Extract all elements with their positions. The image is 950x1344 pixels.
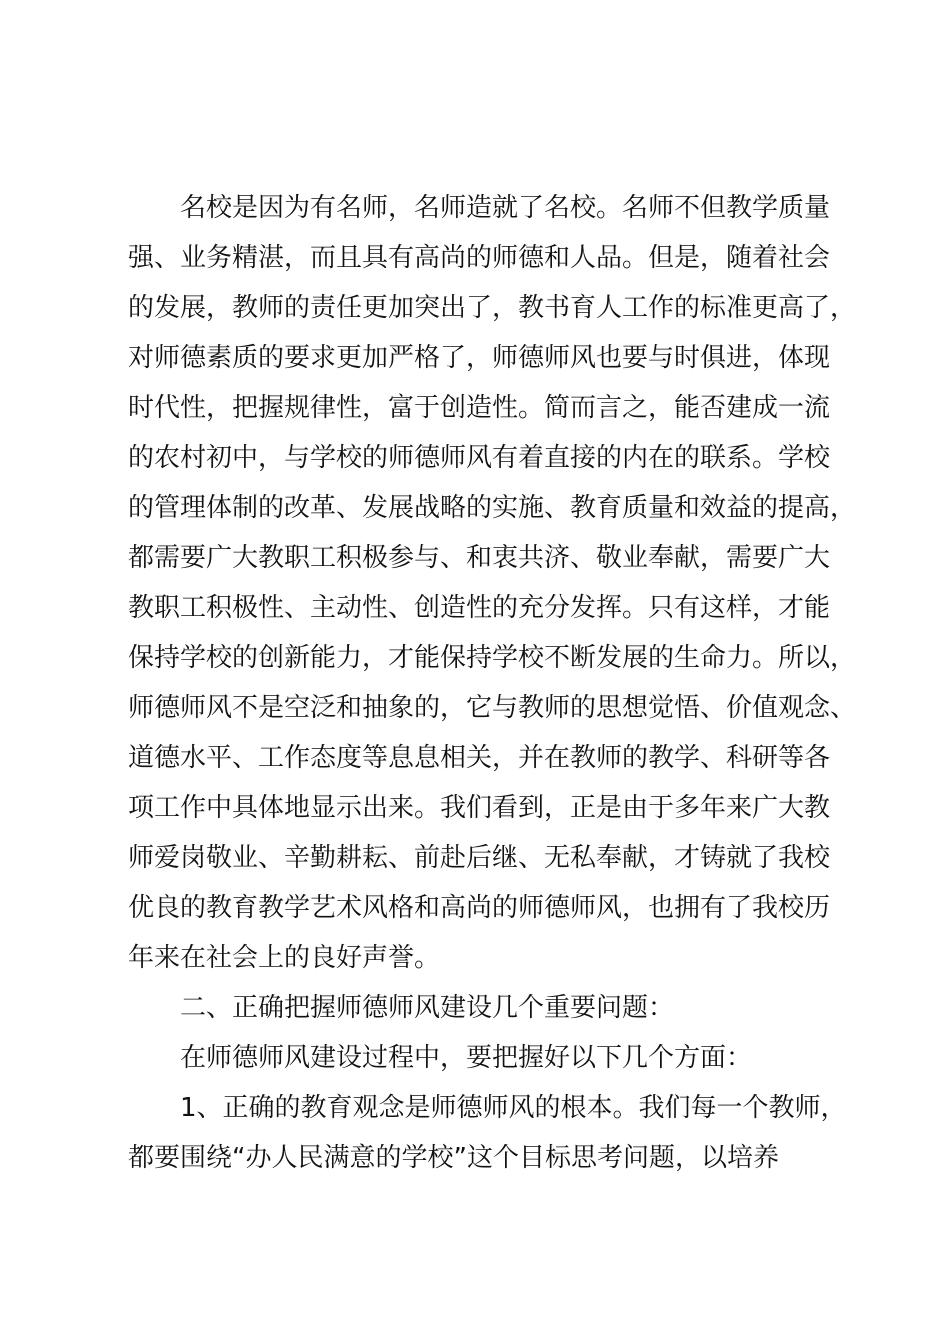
paragraph-line: 的农村初中，与学校的师德师风有着直接的内在的联系。学校	[128, 443, 831, 473]
numbered-item-line: 1、正确的教育观念是师德师风的根本。我们每一个教师，	[180, 1093, 847, 1123]
paragraph-line: 师德师风不是空泛和抽象的，它与教师的思想觉悟、价值观念、	[128, 693, 857, 723]
paragraph-line: 年来在社会上的良好声誉。	[128, 943, 441, 973]
paragraph-line: 的管理体制的改革、发展战略的实施、教育质量和效益的提高，	[128, 493, 857, 523]
paragraph-line: 在师德师风建设过程中，要把握好以下几个方面：	[180, 1043, 753, 1073]
paragraph-line: 教职工积极性、主动性、创造性的充分发挥。只有这样，才能	[128, 593, 831, 623]
paragraph-line: 名校是因为有名师，名师造就了名校。名师不但教学质量	[180, 193, 831, 223]
section-heading: 二、正确把握师德师风建设几个重要问题：	[180, 993, 675, 1023]
paragraph-line: 道德水平、工作态度等息息相关，并在教师的教学、科研等各	[128, 743, 831, 773]
paragraph-line: 时代性，把握规律性，富于创造性。简而言之，能否建成一流	[128, 393, 831, 423]
paragraph-line: 强、业务精湛，而且具有高尚的师德和人品。但是，随着社会	[128, 243, 831, 273]
paragraph-line: 都要围绕“办人民满意的学校”这个目标思考问题，以培养	[128, 1143, 779, 1173]
paragraph-line: 师爱岗敬业、辛勤耕耘、前赴后继、无私奉献，才铸就了我校	[128, 843, 831, 873]
paragraph-line: 保持学校的创新能力，才能保持学校不断发展的生命力。所以，	[128, 643, 857, 673]
document-body	[128, 183, 857, 1183]
paragraph-line: 的发展，教师的责任更加突出了，教书育人工作的标准更高了，	[128, 293, 857, 323]
paragraph-line: 都需要广大教职工积极参与、和衷共济、敬业奉献，需要广大	[128, 543, 831, 573]
paragraph-line: 对师德素质的要求更加严格了，师德师风也要与时俱进，体现	[128, 343, 831, 373]
paragraph-line: 优良的教育教学艺术风格和高尚的师德师风，也拥有了我校历	[128, 893, 831, 923]
paragraph-line: 项工作中具体地显示出来。我们看到，正是由于多年来广大教	[128, 793, 831, 823]
